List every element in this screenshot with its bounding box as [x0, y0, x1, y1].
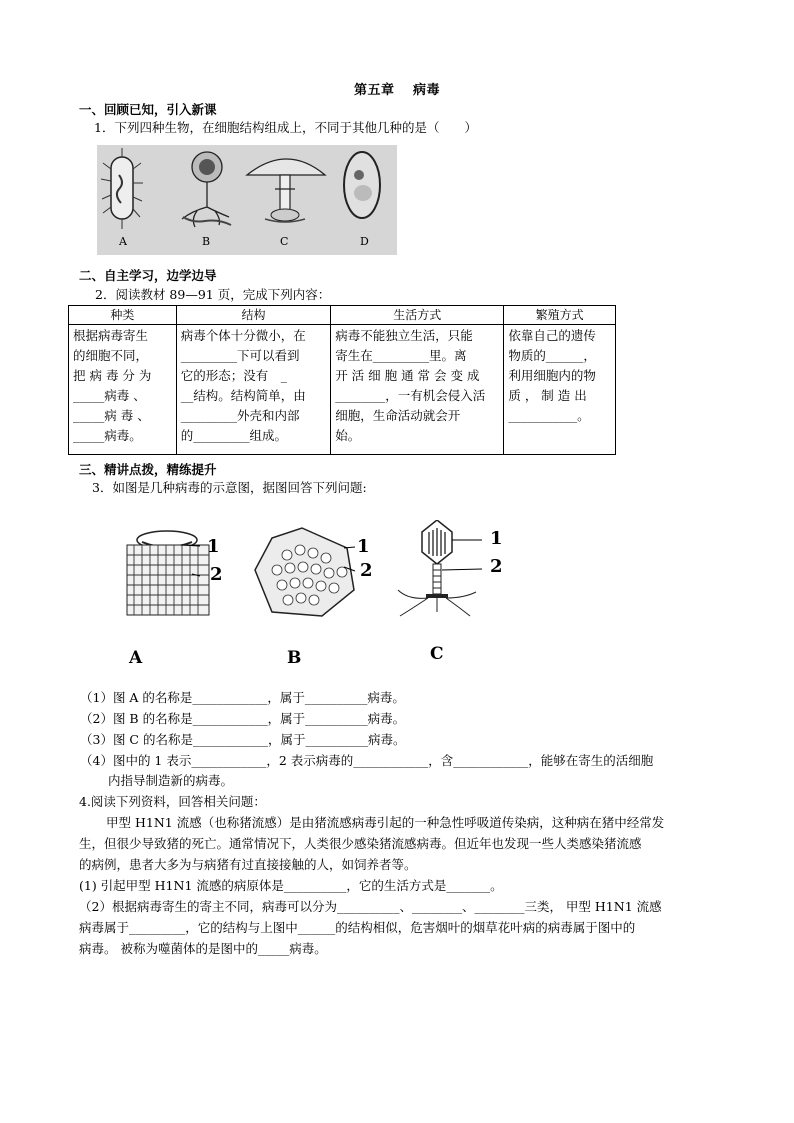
header-lifestyle: 生活方式: [331, 306, 504, 325]
cell-line: 病毒个体十分微小，在: [180, 328, 306, 343]
answer-2: （2）图 B 的名称是____________，属于__________病毒。: [80, 711, 406, 726]
question-3: 3．如图是几种病毒的示意图，据图回答下列问题:: [92, 480, 367, 495]
fig-label-c: C: [430, 644, 444, 664]
yeast-figure: [344, 152, 380, 218]
answer-1: （1）图 A 的名称是____________，属于__________病毒。: [80, 690, 405, 705]
table-body-row: [69, 325, 616, 455]
cell-line: 寄生在_________里。离: [335, 348, 467, 363]
cell-line: 开 活 细 胞 通 常 会 变 成: [335, 368, 480, 383]
passage-line-2: 生，但很少导致猪的死亡。通常情况下，人类很少感染猪流感病毒。但近年也发现一些人类感染猪流感: [79, 836, 642, 851]
label-c-2: 2: [490, 556, 503, 577]
virus-diagram: [112, 520, 522, 670]
organisms-image: [97, 145, 397, 255]
answer-3: （3）图 C 的名称是____________，属于__________病毒。: [80, 732, 406, 747]
cell-line: _____病毒 、: [73, 388, 146, 403]
virus-b-figure: [255, 528, 355, 616]
cell-reproduction: [504, 325, 616, 455]
cell-line: 物质的______，: [508, 348, 596, 363]
virus-c-figure: [398, 520, 482, 616]
label-a-2: 2: [210, 564, 223, 585]
answer-4: （4）图中的 1 表示____________，2 表示病毒的____________，含____________，能够在寄生的活细胞: [80, 753, 654, 768]
cell-line: ________，一有机会侵入活: [335, 388, 486, 403]
passage-line-3: 的病例，患者大多为与病猪有过直接接触的人，如饲养者等。: [79, 857, 417, 872]
cell-line: _____病毒。: [73, 428, 142, 443]
sub-question-1: (1) 引起甲型 H1N1 流感的病原体是__________，它的生活方式是_______。: [79, 878, 503, 893]
figure-label-b: B: [202, 235, 211, 248]
figure-label-d: D: [360, 235, 369, 248]
question-4: 4.阅读下列资料，回答相关问题：: [79, 794, 266, 809]
sub-question-2-line-2: 病毒属于_________，它的结构与上图中______的结构相似，危害烟叶的烟草花叶病的病毒属于图中的: [79, 920, 636, 935]
cell-line: _____病 毒 、: [73, 408, 150, 423]
question-2: 2．阅读教材 89—91 页，完成下列内容：: [95, 287, 331, 302]
cell-line: _________外壳和内部: [180, 408, 300, 423]
cell-lifestyle: [331, 325, 504, 455]
cell-line: 质 ， 制 造 出: [508, 388, 587, 403]
section2-heading: 二、自主学习，边学边导: [79, 268, 217, 283]
figure-label-a: A: [119, 235, 127, 248]
cell-line: 细胞，生命活动就会开: [335, 408, 461, 423]
label-c-1: 1: [490, 528, 503, 549]
fig-label-b: B: [287, 648, 302, 668]
sub-question-2-line-1: （2）根据病毒寄生的寄主不同，病毒可以分为__________、________、________三类， 甲型 H1N1 流感: [79, 899, 662, 914]
question-1: 1．下列四种生物，在细胞结构组成上，不同于其他几种的是（ ）: [94, 120, 477, 135]
answer-4-cont: 内指导制造新的病毒。: [108, 773, 234, 788]
sub-question-2-line-3: 病毒。 被称为噬菌体的是图中的_____病毒。: [79, 941, 327, 956]
section1-heading: 一、回顾已知，引入新课: [79, 102, 217, 117]
cell-type: [69, 325, 177, 455]
label-b-1: 1: [357, 536, 370, 557]
header-structure: 结构: [176, 306, 330, 325]
cell-line: _________下可以看到: [180, 348, 300, 363]
cell-line: 病毒不能独立生活，只能: [335, 328, 473, 343]
virus-a-figure: [127, 531, 209, 615]
page-title: 第五章 病毒: [353, 83, 441, 98]
virus-info-table: [68, 305, 616, 455]
label-a-1: 1: [207, 536, 220, 557]
figure-label-c: C: [280, 235, 289, 248]
header-type: 种类: [69, 306, 177, 325]
cell-line: 依靠自己的遗传: [508, 328, 596, 343]
cell-line: 把 病 毒 分 为: [73, 368, 152, 383]
fig-label-a: A: [129, 648, 143, 668]
cell-line: ___________。: [508, 408, 590, 423]
cell-line: 的细胞不同，: [73, 348, 149, 363]
organisms-drawing: [97, 145, 397, 255]
table-header-row: [69, 306, 616, 325]
passage-line-1: 甲型 H1N1 流感（也称猪流感）是由猪流感病毒引起的一种急性呼吸道传染病，这种病在猪中经常发: [106, 815, 665, 830]
cell-line: 始。: [335, 428, 361, 443]
cell-line: 利用细胞内的物: [508, 368, 596, 383]
cell-line: 的_________组成。: [180, 428, 288, 443]
header-reproduction: 繁殖方式: [504, 306, 616, 325]
section3-heading: 三、精讲点拨，精练提升: [79, 462, 217, 477]
cell-structure: [176, 325, 330, 455]
cell-line: 根据病毒寄生: [73, 328, 149, 343]
cell-line: __结构。结构简单，由: [180, 388, 306, 403]
cell-line: 它的形态；没有 _: [180, 368, 288, 383]
label-b-2: 2: [360, 560, 373, 581]
virus-drawing: [112, 520, 522, 670]
